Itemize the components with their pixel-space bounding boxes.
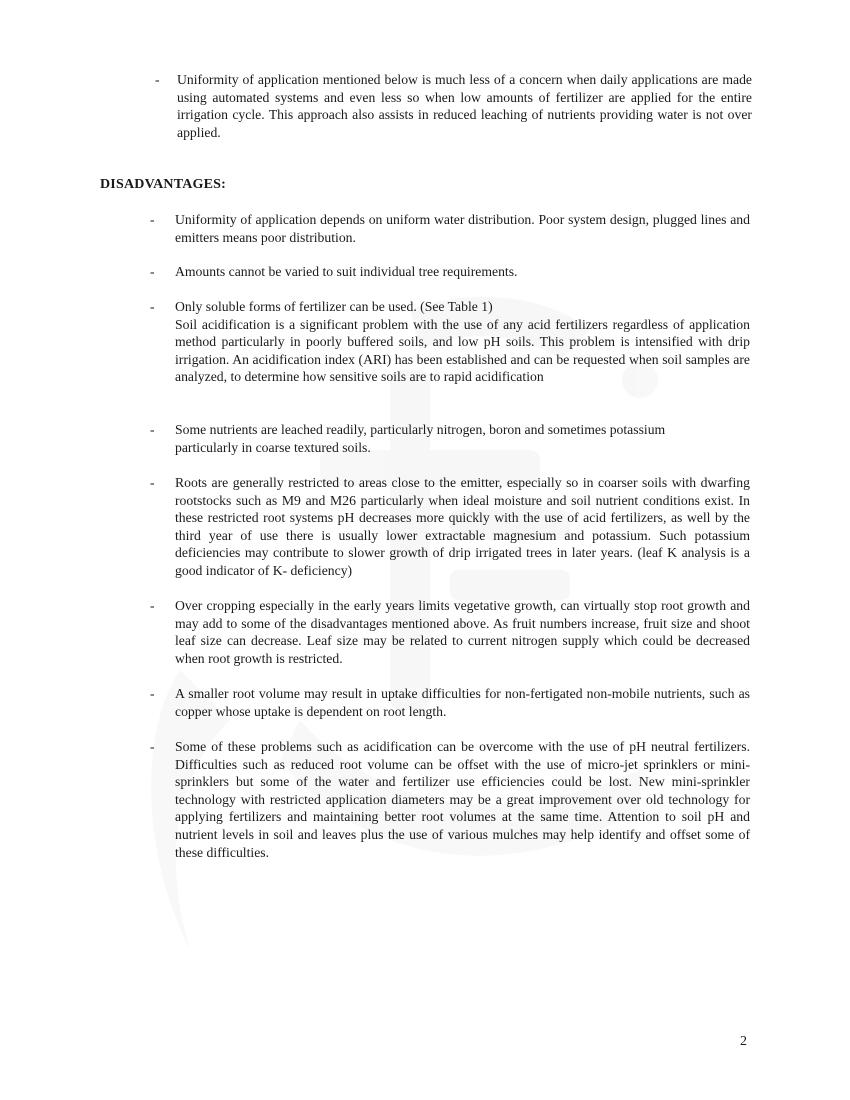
bullet-dash: - xyxy=(150,739,155,754)
list-item xyxy=(150,474,750,580)
bullet-dash: - xyxy=(150,422,155,437)
bullet-dash: - xyxy=(155,72,160,87)
list-item xyxy=(150,685,750,720)
bullet-dash: - xyxy=(150,598,155,613)
list-item xyxy=(150,263,750,281)
list-item-text: Uniformity of application depends on uniform water distribution. Poor system design, plugged lines and emitters means poor distribution. xyxy=(175,212,750,245)
list-item xyxy=(150,421,750,456)
top-bullet-text: Uniformity of application mentioned below is much less of a concern when daily applications are made using automated systems and even less so when low amounts of fertilizer are applied for the entire irrigation cycle. This approach also assists in reduced leaching of nutrients providing water is not over applied. xyxy=(177,72,752,140)
bullet-dash: - xyxy=(150,212,155,227)
list-item-text: Roots are generally restricted to areas close to the emitter, especially so in coarser soils with dwarfing rootstocks such as M9 and M26 particularly when ideal moisture and soil nutrient conditions exist. In these restricted root systems pH decreases more quickly with the use of acid fertilizers, as well by the third year of use there is usually lower extractable magnesium and potassium. Such potassium deficiencies may contribute to slower growth of drip irrigated trees in later years. (leaf K analysis is a good indicator of K- deficiency) xyxy=(175,475,750,578)
list-item-text: Only soluble forms of fertilizer can be used. (See Table 1) xyxy=(175,299,493,314)
bullet-dash: - xyxy=(150,686,155,701)
list-item xyxy=(150,298,750,386)
list-item-text: A smaller root volume may result in uptake difficulties for non-fertigated non-mobile nutrients, such as copper whose uptake is dependent on root length. xyxy=(175,686,750,719)
list-item xyxy=(150,597,750,667)
list-item-text: Over cropping especially in the early years limits vegetative growth, can virtually stop root growth and may add to some of the disadvantages mentioned above. As fruit numbers increase, fruit size and shoot leaf size can decrease. Leaf size may be related to current nitrogen supply which could be decreased when root growth is restricted. xyxy=(175,598,750,666)
page-number: 2 xyxy=(740,1034,747,1049)
list-item-text: Some nutrients are leached readily, particularly nitrogen, boron and sometimes potassium particularly in coarse textured soils. xyxy=(175,422,666,455)
bullet-dash: - xyxy=(150,299,155,314)
section-heading: DISADVANTAGES: xyxy=(100,177,226,192)
list-item-text: Amounts cannot be varied to suit individual tree requirements. xyxy=(175,264,518,279)
list-item-text: Soil acidification is a significant problem with the use of any acid fertilizers regardless of application method particularly in poorly buffered soils, and low pH soils. This problem is intensified with drip irrigation. An acidification index (ARI) has been established and can be requested when soil samples are analyzed, to determine how sensitive soils are to rapid acidification xyxy=(175,316,750,385)
list-item xyxy=(150,211,750,246)
list-item-text: Some of these problems such as acidification can be overcome with the use of pH neutral fertilizers. Difficulties such as reduced root volume can be offset with the use of micro-jet sprinklers or mini-sprinklers but some of the water and fertilizer use efficiencies could be lost. New mini-sprinkler technology with restricted application diameters may be a great improvement over old technology for applying fertilizers and maintaining better root volumes at the same time. Attention to soil pH and nutrient levels in soil and leaves plus the use of various mulches may help identify and offset some of these difficulties. xyxy=(175,739,750,860)
bullet-dash: - xyxy=(150,264,155,279)
list-item xyxy=(150,738,750,861)
bullet-dash: - xyxy=(150,475,155,490)
top-bullet xyxy=(155,71,752,141)
